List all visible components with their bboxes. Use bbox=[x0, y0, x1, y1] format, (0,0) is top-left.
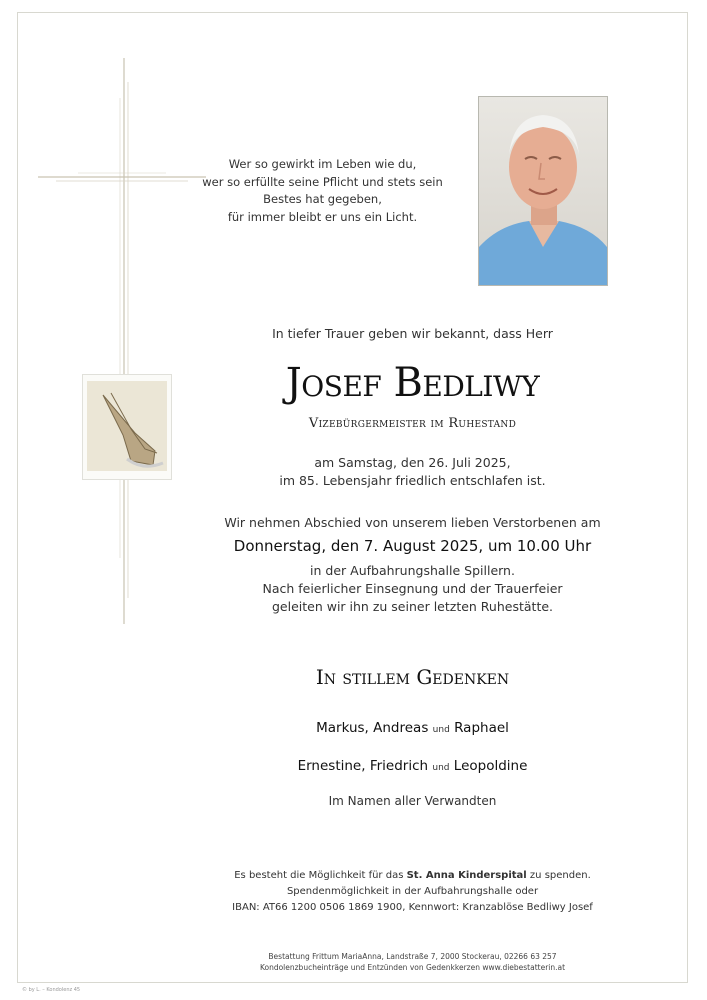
portrait-image bbox=[479, 97, 607, 285]
donation-info bbox=[200, 868, 625, 916]
undertaker-footer bbox=[200, 952, 625, 973]
family-names: Markus, Andreas bbox=[316, 720, 429, 736]
footer-address: Bestattung Frittum MariaAnna, Landstraße 7, 2000 Stockerau, 02266 63 257 bbox=[268, 952, 557, 961]
donation-line-2: Spendenmöglichkeit in der Aufbahrungshalle oder bbox=[286, 886, 539, 897]
funeral-date: Donnerstag, den 7. August 2025, um 10.00 Uhr bbox=[233, 537, 592, 555]
funeral-place bbox=[200, 562, 625, 616]
verse-line: für immer bleibt er uns ein Licht. bbox=[227, 209, 418, 224]
corner-note: © by L. – Kondolenz 45 bbox=[22, 987, 81, 993]
death-age-line: im 85. Lebensjahr friedlich entschlafen ist. bbox=[279, 473, 546, 488]
deceased-name: Josef Bedliwy bbox=[285, 360, 540, 406]
verse-line: Bestes hat gegeben, bbox=[263, 192, 382, 206]
farewell-text: Wir nehmen Abschied von unserem lieben Verstorbenen am bbox=[224, 515, 601, 530]
footer-website: Kondolenzbucheinträge und Entzünden von Gedenkkerzen www.diebestatterin.at bbox=[259, 962, 566, 972]
cross-ornament bbox=[38, 58, 208, 624]
verse-line: wer so erfüllte seine Pflicht und stets sein bbox=[202, 174, 443, 189]
death-notice bbox=[200, 454, 625, 490]
place-line: Nach feierlicher Einsegnung und der Trauerfeier bbox=[262, 581, 563, 596]
praying-hands-image bbox=[82, 374, 172, 480]
family-names: Raphael bbox=[454, 720, 509, 736]
memorial-verse bbox=[190, 156, 455, 226]
relatives-line: Im Namen aller Verwandten bbox=[328, 794, 497, 808]
memory-heading: In stillem Gedenken bbox=[315, 665, 510, 689]
place-line: geleiten wir ihn zu seiner letzten Ruhestätte. bbox=[271, 599, 554, 614]
death-date-line: am Samstag, den 26. Juli 2025, bbox=[314, 455, 511, 470]
family-line-1 bbox=[200, 720, 625, 736]
donation-charity: St. Anna Kinderspital bbox=[406, 870, 527, 881]
family-conjunction: und bbox=[432, 725, 450, 735]
deceased-title: Vizebürgermeister im Ruhestand bbox=[308, 416, 517, 431]
donation-text: Es besteht die Möglichkeit für das bbox=[234, 870, 404, 881]
portrait-photo bbox=[478, 96, 608, 286]
place-line: in der Aufbahrungshalle Spillern. bbox=[310, 563, 515, 578]
family-names: Leopoldine bbox=[453, 758, 528, 774]
family-line-2 bbox=[200, 758, 625, 774]
announcement-intro: In tiefer Trauer geben wir bekannt, dass Herr bbox=[272, 326, 553, 341]
donation-iban: IBAN: AT66 1200 0506 1869 1900, Kennwort: Kranzablöse Bedliwy Josef bbox=[232, 902, 593, 913]
family-conjunction: und bbox=[432, 763, 450, 773]
donation-line-1 bbox=[200, 868, 625, 884]
verse-line: Wer so gewirkt im Leben wie du, bbox=[228, 157, 417, 171]
praying-hands-icon bbox=[83, 375, 171, 479]
family-names: Ernestine, Friedrich bbox=[297, 758, 429, 774]
donation-text: zu spenden. bbox=[529, 870, 591, 881]
